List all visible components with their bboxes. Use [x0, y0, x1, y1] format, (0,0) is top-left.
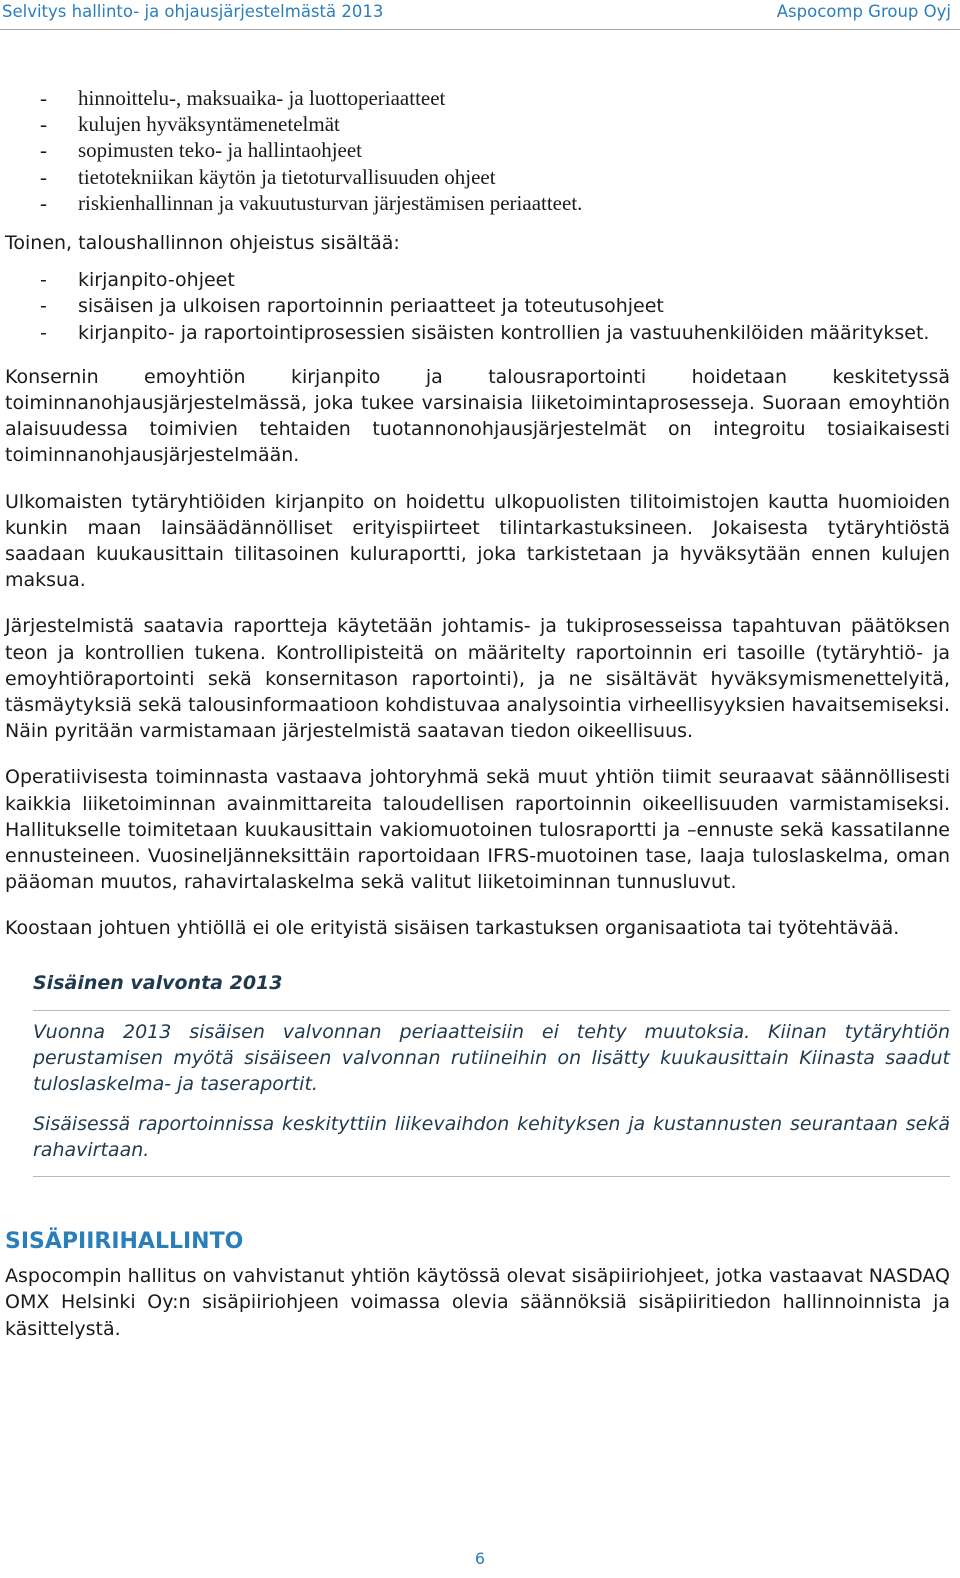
paragraph: Järjestelmistä saatavia raportteja käytetään johtamis- ja tukiprosesseissa tapahtuvan päätöksen teon ja kontrollien tukena. Kontrollipisteitä on määritelty raportoinnin eri tasoille (tytäryhtiö- ja emoyhtiöraportointi sekä konsernitason raportointi), ja ne sisältävät hyväksymismenettelyitä, täsmäytyksiä sekä talousinformaatioon kohdistuvaa analysointia virheellisyyksien havaitsemiseksi. Näin pyritään varmistamaan järjestelmistä saatavan tiedon oikeellisuus. [5, 615, 950, 743]
list-item: - hinnoittelu-, maksuaika- ja luottoperiaatteet [40, 86, 446, 110]
page-number: 6 [474, 1549, 486, 1568]
section-paragraph: Aspocompin hallitus on vahvistanut yhtiön käytössä olevat sisäpiiriohjeet, jotka vastaavat NASDAQ OMX Helsinki Oy:n sisäpiiriohjeen voimassa olevia säännöksiä sisäpiiritiedon hallinnoinnista ja käsittelystä. [5, 1265, 950, 1340]
list-dash: - [40, 112, 47, 137]
financial-guidelines-intro: Toinen, taloushallinnon ohjeistus sisältää: [5, 232, 400, 255]
list-item: - riskienhallinnan ja vakuutusturvan järjestämisen periaatteet. [40, 190, 583, 215]
list-dash: - [40, 269, 47, 292]
list-item: - sopimusten teko- ja hallintaohjeet [40, 138, 363, 163]
list-dash: - [40, 190, 47, 215]
paragraph: Koostaan johtuen yhtiöllä ei ole erityistä sisäisen tarkastuksen organisaatiota tai työtehtävää. [5, 917, 900, 940]
header-document-title: Selvitys hallinto- ja ohjausjärjestelmästä 2013 [2, 2, 384, 21]
list-dash: - [40, 86, 47, 110]
box-bottom-divider [33, 1176, 950, 1177]
list-item: - kirjanpito-ohjeet [5, 267, 950, 293]
paragraph: Operatiivisesta toiminnasta vastaava johtoryhmä sekä muut yhtiön tiimit seuraavat säännöllisesti kaikkia liiketoiminnan avainmittareita taloudellisen raportoinnin oikeellisuuden varmistamiseksi. Hallitukselle toimitetaan kuukausittain vakiomuotoinen tulosraportti ja –ennuste sekä kassatilanne ennusteineen. Vuosineljänneksittäin raportoidaan IFRS-muotoinen tase, laaja tuloslaskelma, oman pääoman muutos, rahavirtalaskelma sekä valitut liiketoiminnan tunnusluvut. [5, 766, 950, 894]
paragraph: Ulkomaisten tytäryhtiöiden kirjanpito on hoidettu ulkopuolisten tilitoimistojen kautta huomioiden kunkin maan lainsäädännölliset erityispiirteet tilintarkastuksineen. Jokaisesta tytäryhtiöstä saadaan kuukausittain tilitasoinen kuluraportti, joka tarkistetaan ja hyväksytään ennen kulujen maksua. [5, 490, 950, 592]
paragraph: Konsernin emoyhtiön kirjanpito ja talousraportointi hoidetaan keskitetyssä toiminnanohjausjärjestelmässä, joka tukee varsinaisia liiketoimintaprosesseja. Suoraan emoyhtiön alaisuudessa toimivien tehtaiden tuotannonohjausjärjestelmät on integroitu tosiaikaisesti toiminnanohjausjärjestelmään. [5, 365, 950, 467]
list-item: - kulujen hyväksyntämenetelmät [40, 112, 340, 137]
page-header [0, 0, 960, 26]
list-item: - tietotekniikan käytön ja tietoturvallisuuden ohjeet [40, 164, 496, 189]
header-company-name: Aspocomp Group Oyj [776, 2, 951, 21]
header-divider [0, 29, 960, 30]
section-heading: SISÄPIIRIHALLINTO [5, 1228, 244, 1254]
list-dash: - [40, 295, 47, 318]
list-item: - sisäisen ja ulkoisen raportoinnin periaatteet ja toteutusohjeet [5, 293, 950, 319]
financial-guidelines-list [5, 267, 950, 346]
internal-control-box [33, 970, 950, 1177]
box-title: Sisäinen valvonta 2013 [33, 971, 283, 994]
list-dash: - [40, 164, 47, 189]
box-divider [33, 1010, 950, 1011]
list-dash: - [40, 321, 47, 344]
list-item: - kirjanpito- ja raportointiprosessien sisäisten kontrollien ja vastuuhenkilöiden määritykset. [5, 320, 950, 346]
page-content [5, 85, 950, 1342]
box-paragraph: Vuonna 2013 sisäisen valvonnan periaatteisiin ei tehty muutoksia. Kiinan tytäryhtiön perustamisen myötä sisäiseen valvonnan rutiineihin on lisätty kuukausittain Kiinasta saadut tuloslaskelma- ja taseraportit. [33, 1020, 950, 1096]
control-guidelines-list [5, 85, 950, 216]
list-dash: - [40, 138, 47, 163]
box-paragraph: Sisäisessä raportoinnissa keskityttiin liikevaihdon kehityksen ja kustannusten seurantaan sekä rahavirtaan. [33, 1112, 950, 1161]
